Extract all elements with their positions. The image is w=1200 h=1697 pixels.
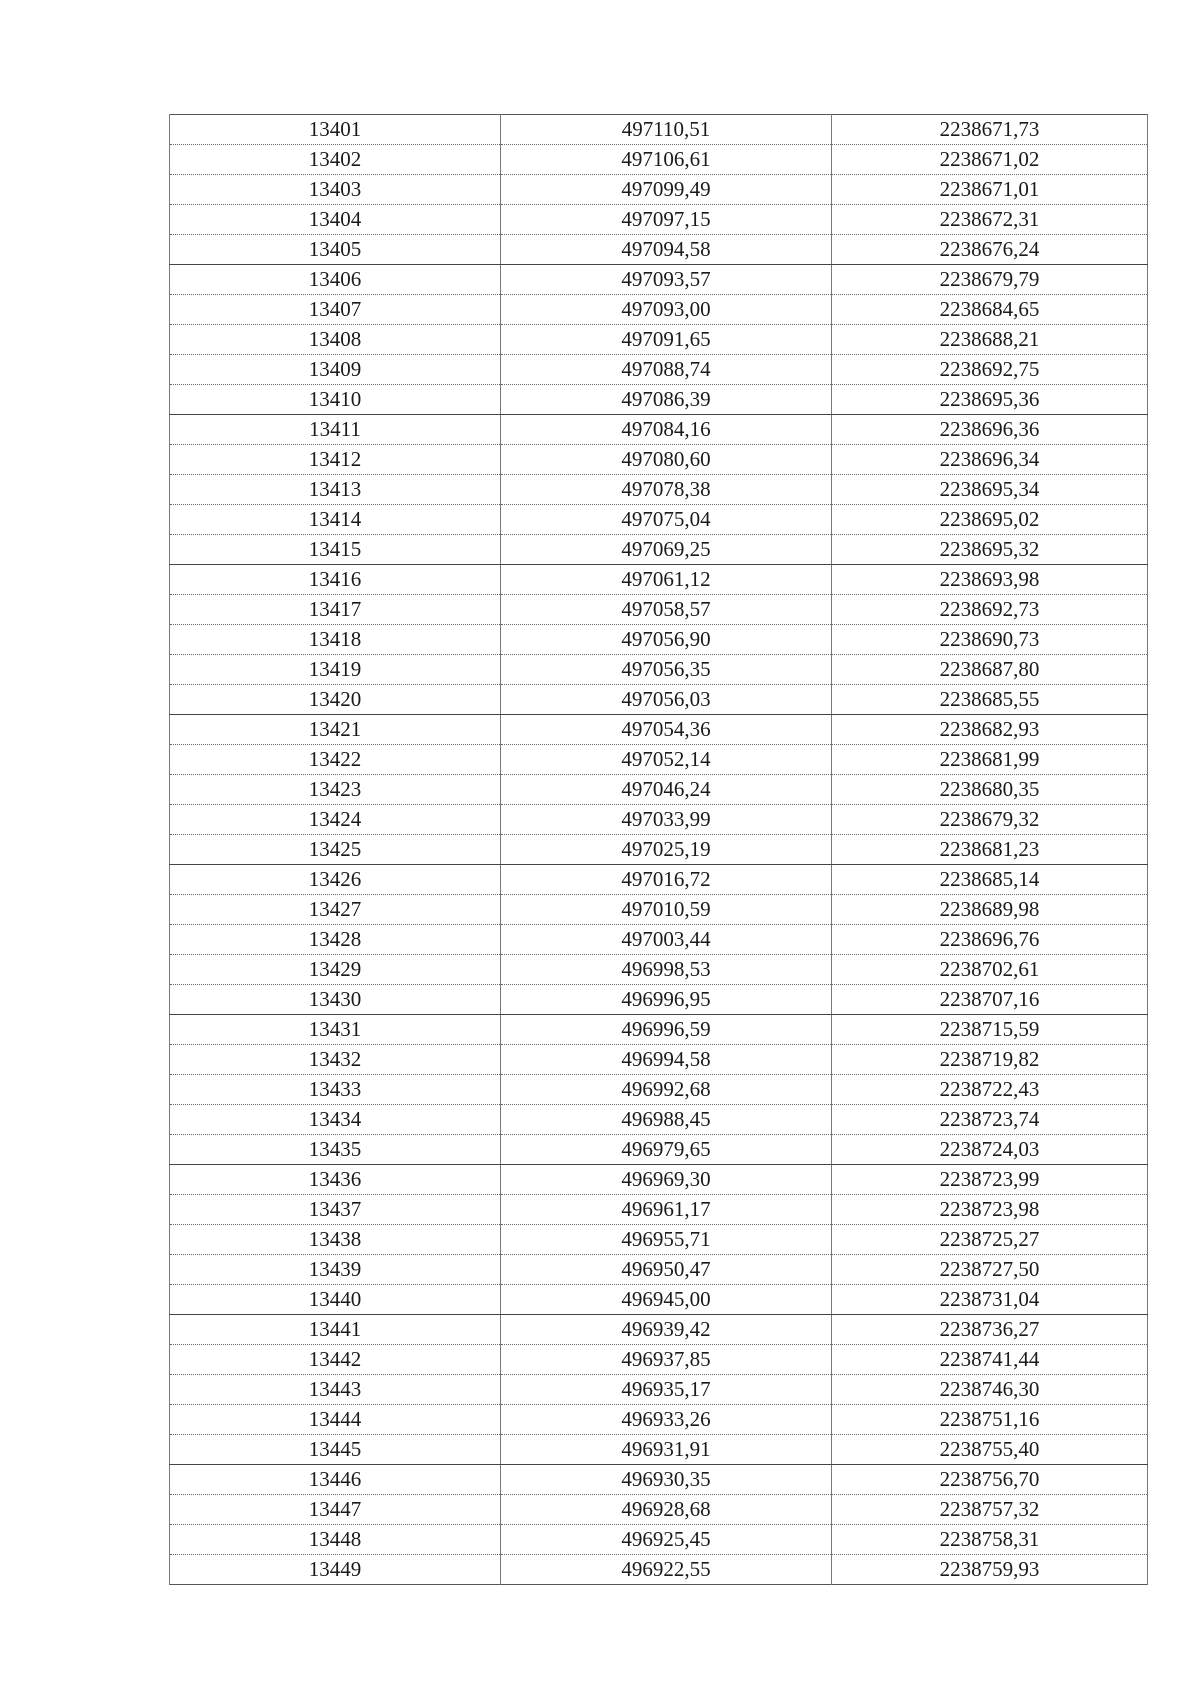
x-coordinate-cell: 496930,35 bbox=[501, 1465, 832, 1495]
y-coordinate-cell: 2238723,98 bbox=[832, 1195, 1148, 1225]
y-coordinate-cell: 2238741,44 bbox=[832, 1345, 1148, 1375]
x-coordinate-cell: 496950,47 bbox=[501, 1255, 832, 1285]
x-coordinate-cell: 497033,99 bbox=[501, 805, 832, 835]
x-coordinate-cell: 496996,59 bbox=[501, 1015, 832, 1045]
table-row bbox=[170, 1105, 1148, 1135]
x-coordinate-cell: 497097,15 bbox=[501, 205, 832, 235]
x-coordinate-cell: 497106,61 bbox=[501, 145, 832, 175]
table-row bbox=[170, 1135, 1148, 1165]
table-row bbox=[170, 925, 1148, 955]
x-coordinate-cell: 497003,44 bbox=[501, 925, 832, 955]
point-number-cell: 13401 bbox=[170, 115, 501, 145]
y-coordinate-cell: 2238690,73 bbox=[832, 625, 1148, 655]
y-coordinate-cell: 2238702,61 bbox=[832, 955, 1148, 985]
y-coordinate-cell: 2238731,04 bbox=[832, 1285, 1148, 1315]
table-row bbox=[170, 655, 1148, 685]
table-row bbox=[170, 295, 1148, 325]
y-coordinate-cell: 2238723,74 bbox=[832, 1105, 1148, 1135]
x-coordinate-cell: 497080,60 bbox=[501, 445, 832, 475]
y-coordinate-cell: 2238689,98 bbox=[832, 895, 1148, 925]
table-row bbox=[170, 1375, 1148, 1405]
x-coordinate-cell: 497069,25 bbox=[501, 535, 832, 565]
y-coordinate-cell: 2238679,32 bbox=[832, 805, 1148, 835]
y-coordinate-cell: 2238681,99 bbox=[832, 745, 1148, 775]
point-number-cell: 13428 bbox=[170, 925, 501, 955]
x-coordinate-cell: 496992,68 bbox=[501, 1075, 832, 1105]
point-number-cell: 13427 bbox=[170, 895, 501, 925]
point-number-cell: 13446 bbox=[170, 1465, 501, 1495]
point-number-cell: 13414 bbox=[170, 505, 501, 535]
point-number-cell: 13435 bbox=[170, 1135, 501, 1165]
point-number-cell: 13407 bbox=[170, 295, 501, 325]
x-coordinate-cell: 496931,91 bbox=[501, 1435, 832, 1465]
y-coordinate-cell: 2238684,65 bbox=[832, 295, 1148, 325]
x-coordinate-cell: 497054,36 bbox=[501, 715, 832, 745]
table-row bbox=[170, 145, 1148, 175]
y-coordinate-cell: 2238723,99 bbox=[832, 1165, 1148, 1195]
point-number-cell: 13408 bbox=[170, 325, 501, 355]
point-number-cell: 13410 bbox=[170, 385, 501, 415]
coordinates-table-body bbox=[170, 115, 1148, 1585]
y-coordinate-cell: 2238696,76 bbox=[832, 925, 1148, 955]
table-row bbox=[170, 325, 1148, 355]
point-number-cell: 13430 bbox=[170, 985, 501, 1015]
x-coordinate-cell: 496935,17 bbox=[501, 1375, 832, 1405]
point-number-cell: 13411 bbox=[170, 415, 501, 445]
x-coordinate-cell: 496945,00 bbox=[501, 1285, 832, 1315]
y-coordinate-cell: 2238693,98 bbox=[832, 565, 1148, 595]
table-row bbox=[170, 235, 1148, 265]
x-coordinate-cell: 496994,58 bbox=[501, 1045, 832, 1075]
table-row bbox=[170, 625, 1148, 655]
x-coordinate-cell: 497110,51 bbox=[501, 115, 832, 145]
point-number-cell: 13415 bbox=[170, 535, 501, 565]
y-coordinate-cell: 2238671,01 bbox=[832, 175, 1148, 205]
table-row bbox=[170, 205, 1148, 235]
table-row bbox=[170, 265, 1148, 295]
y-coordinate-cell: 2238692,75 bbox=[832, 355, 1148, 385]
point-number-cell: 13437 bbox=[170, 1195, 501, 1225]
table-row bbox=[170, 415, 1148, 445]
table-row bbox=[170, 835, 1148, 865]
y-coordinate-cell: 2238695,02 bbox=[832, 505, 1148, 535]
x-coordinate-cell: 497075,04 bbox=[501, 505, 832, 535]
y-coordinate-cell: 2238685,14 bbox=[832, 865, 1148, 895]
point-number-cell: 13402 bbox=[170, 145, 501, 175]
x-coordinate-cell: 496925,45 bbox=[501, 1525, 832, 1555]
table-row bbox=[170, 805, 1148, 835]
point-number-cell: 13406 bbox=[170, 265, 501, 295]
x-coordinate-cell: 497099,49 bbox=[501, 175, 832, 205]
table-row bbox=[170, 685, 1148, 715]
x-coordinate-cell: 497093,57 bbox=[501, 265, 832, 295]
point-number-cell: 13445 bbox=[170, 1435, 501, 1465]
y-coordinate-cell: 2238724,03 bbox=[832, 1135, 1148, 1165]
x-coordinate-cell: 497056,90 bbox=[501, 625, 832, 655]
y-coordinate-cell: 2238679,79 bbox=[832, 265, 1148, 295]
point-number-cell: 13418 bbox=[170, 625, 501, 655]
x-coordinate-cell: 497025,19 bbox=[501, 835, 832, 865]
coordinates-table bbox=[169, 114, 1148, 1585]
point-number-cell: 13419 bbox=[170, 655, 501, 685]
x-coordinate-cell: 497094,58 bbox=[501, 235, 832, 265]
y-coordinate-cell: 2238682,93 bbox=[832, 715, 1148, 745]
point-number-cell: 13422 bbox=[170, 745, 501, 775]
point-number-cell: 13448 bbox=[170, 1525, 501, 1555]
point-number-cell: 13441 bbox=[170, 1315, 501, 1345]
x-coordinate-cell: 496988,45 bbox=[501, 1105, 832, 1135]
y-coordinate-cell: 2238695,34 bbox=[832, 475, 1148, 505]
table-row bbox=[170, 1345, 1148, 1375]
y-coordinate-cell: 2238715,59 bbox=[832, 1015, 1148, 1045]
point-number-cell: 13421 bbox=[170, 715, 501, 745]
table-row bbox=[170, 565, 1148, 595]
point-number-cell: 13412 bbox=[170, 445, 501, 475]
table-row bbox=[170, 715, 1148, 745]
table-row bbox=[170, 115, 1148, 145]
table-row bbox=[170, 745, 1148, 775]
table-row bbox=[170, 1225, 1148, 1255]
x-coordinate-cell: 497010,59 bbox=[501, 895, 832, 925]
y-coordinate-cell: 2238707,16 bbox=[832, 985, 1148, 1015]
table-row bbox=[170, 1255, 1148, 1285]
table-row bbox=[170, 1015, 1148, 1045]
y-coordinate-cell: 2238696,34 bbox=[832, 445, 1148, 475]
table-row bbox=[170, 1285, 1148, 1315]
point-number-cell: 13403 bbox=[170, 175, 501, 205]
point-number-cell: 13416 bbox=[170, 565, 501, 595]
x-coordinate-cell: 496996,95 bbox=[501, 985, 832, 1015]
table-row bbox=[170, 955, 1148, 985]
table-row bbox=[170, 355, 1148, 385]
y-coordinate-cell: 2238688,21 bbox=[832, 325, 1148, 355]
y-coordinate-cell: 2238746,30 bbox=[832, 1375, 1148, 1405]
table-row bbox=[170, 865, 1148, 895]
y-coordinate-cell: 2238681,23 bbox=[832, 835, 1148, 865]
point-number-cell: 13443 bbox=[170, 1375, 501, 1405]
point-number-cell: 13434 bbox=[170, 1105, 501, 1135]
point-number-cell: 13431 bbox=[170, 1015, 501, 1045]
point-number-cell: 13442 bbox=[170, 1345, 501, 1375]
point-number-cell: 13426 bbox=[170, 865, 501, 895]
table-row bbox=[170, 1315, 1148, 1345]
x-coordinate-cell: 497061,12 bbox=[501, 565, 832, 595]
point-number-cell: 13420 bbox=[170, 685, 501, 715]
x-coordinate-cell: 496939,42 bbox=[501, 1315, 832, 1345]
y-coordinate-cell: 2238759,93 bbox=[832, 1555, 1148, 1585]
y-coordinate-cell: 2238687,80 bbox=[832, 655, 1148, 685]
y-coordinate-cell: 2238727,50 bbox=[832, 1255, 1148, 1285]
y-coordinate-cell: 2238696,36 bbox=[832, 415, 1148, 445]
table-row bbox=[170, 475, 1148, 505]
y-coordinate-cell: 2238736,27 bbox=[832, 1315, 1148, 1345]
x-coordinate-cell: 497046,24 bbox=[501, 775, 832, 805]
x-coordinate-cell: 497093,00 bbox=[501, 295, 832, 325]
table-row bbox=[170, 1495, 1148, 1525]
table-row bbox=[170, 1525, 1148, 1555]
point-number-cell: 13432 bbox=[170, 1045, 501, 1075]
point-number-cell: 13425 bbox=[170, 835, 501, 865]
y-coordinate-cell: 2238719,82 bbox=[832, 1045, 1148, 1075]
point-number-cell: 13405 bbox=[170, 235, 501, 265]
table-row bbox=[170, 175, 1148, 205]
y-coordinate-cell: 2238671,73 bbox=[832, 115, 1148, 145]
table-row bbox=[170, 1405, 1148, 1435]
point-number-cell: 13424 bbox=[170, 805, 501, 835]
table-row bbox=[170, 385, 1148, 415]
point-number-cell: 13417 bbox=[170, 595, 501, 625]
table-row bbox=[170, 1435, 1148, 1465]
y-coordinate-cell: 2238758,31 bbox=[832, 1525, 1148, 1555]
x-coordinate-cell: 496961,17 bbox=[501, 1195, 832, 1225]
table-row bbox=[170, 985, 1148, 1015]
x-coordinate-cell: 496998,53 bbox=[501, 955, 832, 985]
x-coordinate-cell: 497091,65 bbox=[501, 325, 832, 355]
table-row bbox=[170, 1045, 1148, 1075]
point-number-cell: 13404 bbox=[170, 205, 501, 235]
table-row bbox=[170, 895, 1148, 925]
y-coordinate-cell: 2238671,02 bbox=[832, 145, 1148, 175]
x-coordinate-cell: 496922,55 bbox=[501, 1555, 832, 1585]
x-coordinate-cell: 497058,57 bbox=[501, 595, 832, 625]
y-coordinate-cell: 2238695,36 bbox=[832, 385, 1148, 415]
table-row bbox=[170, 505, 1148, 535]
point-number-cell: 13429 bbox=[170, 955, 501, 985]
y-coordinate-cell: 2238751,16 bbox=[832, 1405, 1148, 1435]
x-coordinate-cell: 497016,72 bbox=[501, 865, 832, 895]
x-coordinate-cell: 496928,68 bbox=[501, 1495, 832, 1525]
point-number-cell: 13449 bbox=[170, 1555, 501, 1585]
x-coordinate-cell: 497056,35 bbox=[501, 655, 832, 685]
point-number-cell: 13409 bbox=[170, 355, 501, 385]
point-number-cell: 13447 bbox=[170, 1495, 501, 1525]
y-coordinate-cell: 2238756,70 bbox=[832, 1465, 1148, 1495]
point-number-cell: 13413 bbox=[170, 475, 501, 505]
y-coordinate-cell: 2238695,32 bbox=[832, 535, 1148, 565]
table-row bbox=[170, 1165, 1148, 1195]
point-number-cell: 13438 bbox=[170, 1225, 501, 1255]
y-coordinate-cell: 2238725,27 bbox=[832, 1225, 1148, 1255]
y-coordinate-cell: 2238722,43 bbox=[832, 1075, 1148, 1105]
table-row bbox=[170, 775, 1148, 805]
table-row bbox=[170, 1465, 1148, 1495]
point-number-cell: 13444 bbox=[170, 1405, 501, 1435]
point-number-cell: 13436 bbox=[170, 1165, 501, 1195]
point-number-cell: 13440 bbox=[170, 1285, 501, 1315]
y-coordinate-cell: 2238755,40 bbox=[832, 1435, 1148, 1465]
table-row bbox=[170, 445, 1148, 475]
x-coordinate-cell: 497084,16 bbox=[501, 415, 832, 445]
y-coordinate-cell: 2238692,73 bbox=[832, 595, 1148, 625]
point-number-cell: 13439 bbox=[170, 1255, 501, 1285]
x-coordinate-cell: 497052,14 bbox=[501, 745, 832, 775]
table-row bbox=[170, 1075, 1148, 1105]
point-number-cell: 13423 bbox=[170, 775, 501, 805]
y-coordinate-cell: 2238676,24 bbox=[832, 235, 1148, 265]
y-coordinate-cell: 2238680,35 bbox=[832, 775, 1148, 805]
y-coordinate-cell: 2238757,32 bbox=[832, 1495, 1148, 1525]
x-coordinate-cell: 497088,74 bbox=[501, 355, 832, 385]
y-coordinate-cell: 2238685,55 bbox=[832, 685, 1148, 715]
x-coordinate-cell: 497056,03 bbox=[501, 685, 832, 715]
x-coordinate-cell: 496979,65 bbox=[501, 1135, 832, 1165]
x-coordinate-cell: 496969,30 bbox=[501, 1165, 832, 1195]
y-coordinate-cell: 2238672,31 bbox=[832, 205, 1148, 235]
table-row bbox=[170, 535, 1148, 565]
x-coordinate-cell: 497078,38 bbox=[501, 475, 832, 505]
table-row bbox=[170, 1195, 1148, 1225]
table-row bbox=[170, 1555, 1148, 1585]
x-coordinate-cell: 497086,39 bbox=[501, 385, 832, 415]
table-row bbox=[170, 595, 1148, 625]
point-number-cell: 13433 bbox=[170, 1075, 501, 1105]
x-coordinate-cell: 496937,85 bbox=[501, 1345, 832, 1375]
x-coordinate-cell: 496933,26 bbox=[501, 1405, 832, 1435]
x-coordinate-cell: 496955,71 bbox=[501, 1225, 832, 1255]
